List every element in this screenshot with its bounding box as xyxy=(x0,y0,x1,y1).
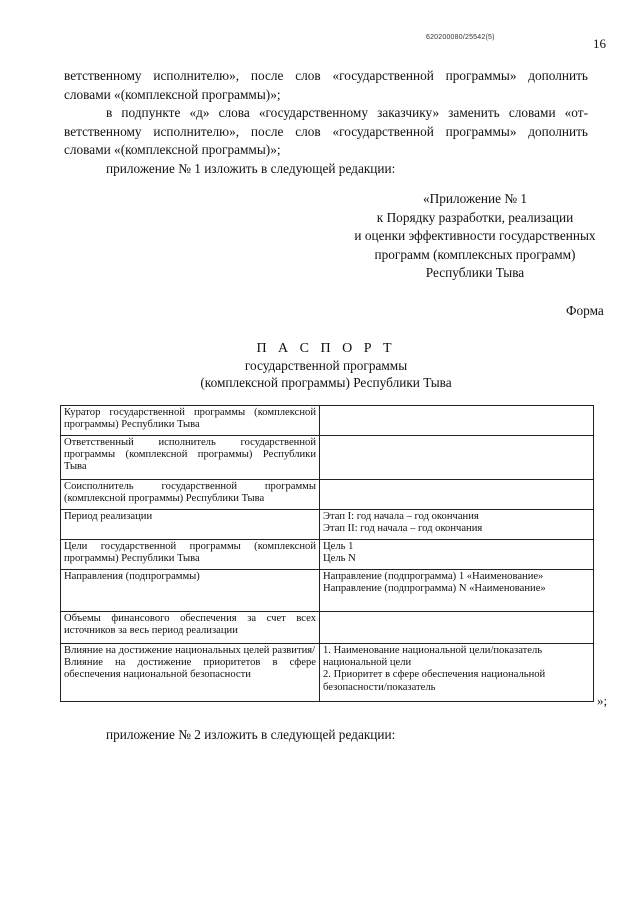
value-line: Направление (подпрограмма) N «Наименование» xyxy=(323,583,546,595)
table-row xyxy=(61,406,594,436)
table-row xyxy=(61,612,594,644)
text-line: ветственному исполнителю», после слов «государственной программы» дополнить xyxy=(64,123,588,139)
row-label: Ответственный исполнитель государственной программы (комплексной программы) Республики Тыва xyxy=(61,436,320,480)
table-row xyxy=(61,540,594,570)
row-value xyxy=(320,540,594,570)
form-label: Форма xyxy=(566,303,604,318)
value-line: 2. Приоритет в сфере обеспечения национальной безопасности/показатель xyxy=(323,669,546,693)
row-label: Куратор государственной программы (комплексной программы) Республики Тыва xyxy=(61,406,320,436)
text-line: приложение № 1 изложить в следующей редакции: xyxy=(106,160,396,176)
row-value xyxy=(320,570,594,612)
appendix-line: Республики Тыва xyxy=(425,265,525,280)
value-line: Этап I: год начала – год окончания xyxy=(323,511,479,522)
value-line: Этап II: год начала – год окончания xyxy=(323,523,483,535)
text-line: в подпункте «д» слова «государственному заказчику» заменить словами «от- xyxy=(106,105,588,120)
text-line: ветственному исполнителю», после слов «государственной программы» дополнить xyxy=(64,68,588,83)
row-label: Цели государственной программы (комплексной программы) Республики Тыва xyxy=(61,540,320,570)
row-label: Соисполнитель государственной программы (комплексной программы) Республики Тыва xyxy=(61,480,320,510)
row-value xyxy=(320,480,594,510)
row-label: Объемы финансового обеспечения за счет всех источников за весь период реализации xyxy=(61,612,320,644)
appendix-line: программ (комплексных программ) xyxy=(374,246,576,262)
table-row xyxy=(61,436,594,480)
text-line: словами «(комплексной программы)»; xyxy=(64,142,281,157)
value-line: Цель 1 xyxy=(323,541,354,552)
row-value xyxy=(320,644,594,702)
label-line: Влияние на достижение приоритетов в сфере обеспечения национальной безопасности xyxy=(64,657,316,681)
value-line: Направление (подпрограмма) 1 «Наименование» xyxy=(323,571,544,582)
row-label xyxy=(61,644,320,702)
row-label: Период реализации xyxy=(61,510,320,540)
appendix-line: «Приложение № 1 xyxy=(423,191,527,206)
intro-paragraph xyxy=(64,67,588,178)
document-code: 620200080/25542(5) xyxy=(426,34,495,41)
row-value xyxy=(320,612,594,644)
title-line: государственной программы xyxy=(244,358,408,373)
row-value xyxy=(320,406,594,436)
table-row xyxy=(61,570,594,612)
row-value xyxy=(320,510,594,540)
label-line: Влияние на достижение национальных целей развития/ xyxy=(64,645,316,656)
value-line: Цель N xyxy=(323,553,356,565)
row-label: Направления (подпрограммы) xyxy=(61,570,320,612)
text-line: словами «(комплексной программы)»; xyxy=(64,86,281,102)
closing-quote: »; xyxy=(597,693,608,708)
table-row xyxy=(61,510,594,540)
appendix-line: и оценки эффективности государственных xyxy=(354,228,596,243)
title-line: (комплексной программы) Республики Тыва xyxy=(200,375,452,390)
appendix-heading xyxy=(330,190,620,283)
page-number: 16 xyxy=(593,36,606,51)
passport-title xyxy=(64,340,588,391)
next-instruction: приложение № 2 изложить в следующей редакции: xyxy=(106,727,396,742)
title-line: П А С П О Р Т xyxy=(256,341,396,356)
table-row xyxy=(61,480,594,510)
value-line: 1. Наименование национальной цели/показатель национальной цели xyxy=(323,645,543,669)
row-value xyxy=(320,436,594,480)
appendix-line: к Порядку разработки, реализации xyxy=(376,209,574,225)
table-row xyxy=(61,644,594,702)
passport-table xyxy=(60,405,594,702)
